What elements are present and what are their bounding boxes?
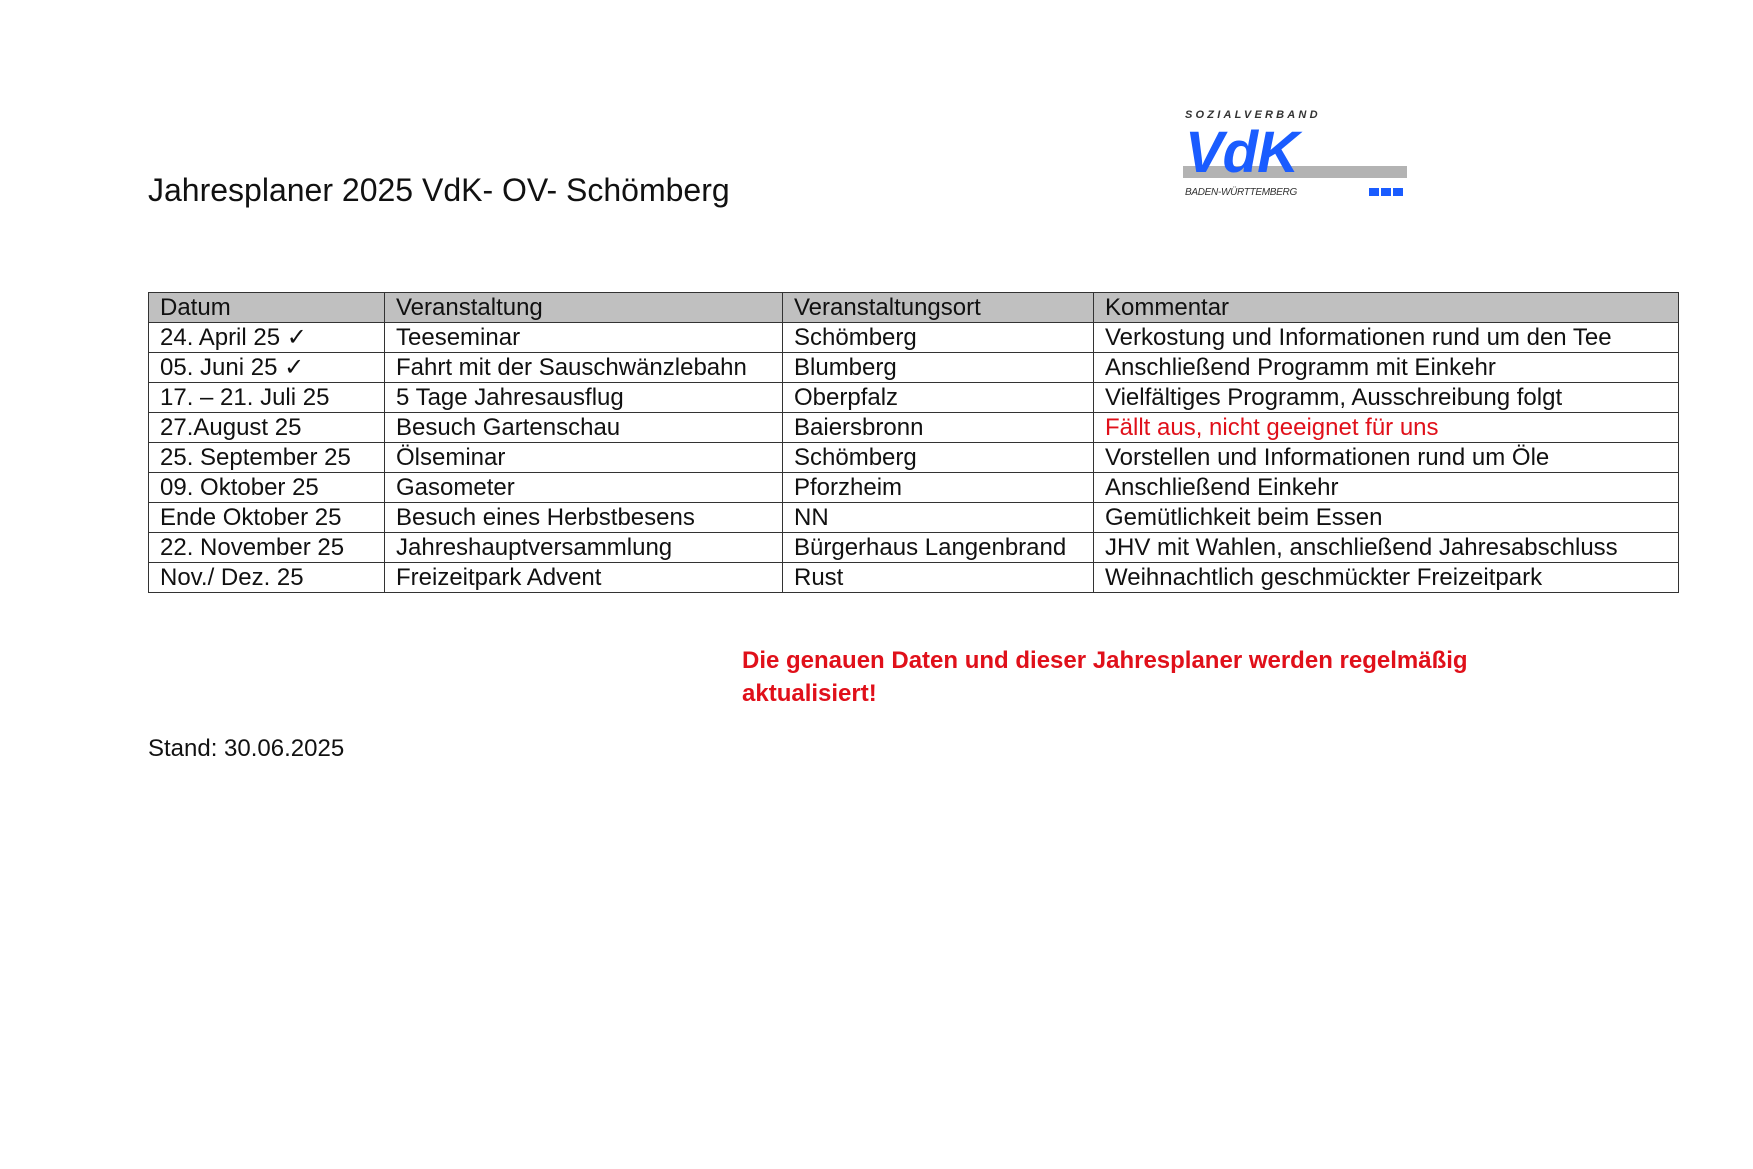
logo-square-2 xyxy=(1381,188,1391,196)
cell-ort: Schömberg xyxy=(783,323,1094,353)
update-notice: Die genauen Daten und dieser Jahresplaner werden regelmäßig aktualisiert! xyxy=(742,647,1468,707)
table-row xyxy=(149,413,1679,443)
page-title: Jahresplaner 2025 VdK- OV- Schömberg xyxy=(148,172,730,208)
cell-veranstaltung: Besuch Gartenschau xyxy=(385,413,783,443)
column-header-veranstaltung: Veranstaltung xyxy=(385,293,783,323)
event-table xyxy=(148,292,1679,593)
cell-kommentar: Anschließend Einkehr xyxy=(1094,473,1679,503)
cell-veranstaltung: 5 Tage Jahresausflug xyxy=(385,383,783,413)
cell-datum: 17. – 21. Juli 25 xyxy=(149,383,385,413)
column-header-datum: Datum xyxy=(149,293,385,323)
logo-square-1 xyxy=(1369,188,1379,196)
cell-kommentar: Vorstellen und Informationen rund um Öle xyxy=(1094,443,1679,473)
cell-datum: 22. November 25 xyxy=(149,533,385,563)
logo-main-text: VdK xyxy=(1185,120,1298,185)
table-header-row xyxy=(149,293,1679,323)
cell-veranstaltung: Fahrt mit der Sauschwänzlebahn xyxy=(385,353,783,383)
column-header-veranstaltungsort: Veranstaltungsort xyxy=(783,293,1094,323)
cell-datum: 25. September 25 xyxy=(149,443,385,473)
stand-date: Stand: 30.06.2025 xyxy=(148,735,345,762)
cell-veranstaltung: Teeseminar xyxy=(385,323,783,353)
cell-veranstaltung: Freizeitpark Advent xyxy=(385,563,783,593)
cell-veranstaltung: Ölseminar xyxy=(385,443,783,473)
table-row xyxy=(149,503,1679,533)
cell-datum: Ende Oktober 25 xyxy=(149,503,385,533)
logo-bottom-text: BADEN-WÜRTTEMBERG xyxy=(1185,187,1297,198)
cell-kommentar: Weihnachtlich geschmückter Freizeitpark xyxy=(1094,563,1679,593)
logo-square-3 xyxy=(1393,188,1403,196)
cell-ort: Schömberg xyxy=(783,443,1094,473)
cell-ort: Pforzheim xyxy=(783,473,1094,503)
cell-datum: 09. Oktober 25 xyxy=(149,473,385,503)
table-row xyxy=(149,383,1679,413)
table-row xyxy=(149,443,1679,473)
cell-ort: NN xyxy=(783,503,1094,533)
cell-ort: Bürgerhaus Langenbrand xyxy=(783,533,1094,563)
cell-kommentar: Vielfältiges Programm, Ausschreibung folgt xyxy=(1094,383,1679,413)
table-row xyxy=(149,353,1679,383)
cell-datum: 24. April 25 ✓ xyxy=(149,323,385,353)
cell-datum: Nov./ Dez. 25 xyxy=(149,563,385,593)
cell-datum: 05. Juni 25 ✓ xyxy=(149,353,385,383)
column-header-kommentar: Kommentar xyxy=(1094,293,1679,323)
cell-kommentar: Gemütlichkeit beim Essen xyxy=(1094,503,1679,533)
cell-ort: Rust xyxy=(783,563,1094,593)
cell-ort: Blumberg xyxy=(783,353,1094,383)
vdk-logo xyxy=(1183,108,1413,208)
cell-kommentar: JHV mit Wahlen, anschließend Jahresabschluss xyxy=(1094,533,1679,563)
logo-top-text: SOZIALVERBAND xyxy=(1185,109,1321,121)
cell-datum: 27.August 25 xyxy=(149,413,385,443)
table-row xyxy=(149,563,1679,593)
table-row xyxy=(149,533,1679,563)
cell-kommentar: Anschließend Programm mit Einkehr xyxy=(1094,353,1679,383)
table-row xyxy=(149,473,1679,503)
cell-veranstaltung: Jahreshauptversammlung xyxy=(385,533,783,563)
cell-kommentar: Verkostung und Informationen rund um den Tee xyxy=(1094,323,1679,353)
cell-kommentar-cancelled: Fällt aus, nicht geeignet für uns xyxy=(1094,413,1679,443)
cell-ort: Baiersbronn xyxy=(783,413,1094,443)
cell-veranstaltung: Besuch eines Herbstbesens xyxy=(385,503,783,533)
cell-veranstaltung: Gasometer xyxy=(385,473,783,503)
cell-ort: Oberpfalz xyxy=(783,383,1094,413)
table-row xyxy=(149,323,1679,353)
